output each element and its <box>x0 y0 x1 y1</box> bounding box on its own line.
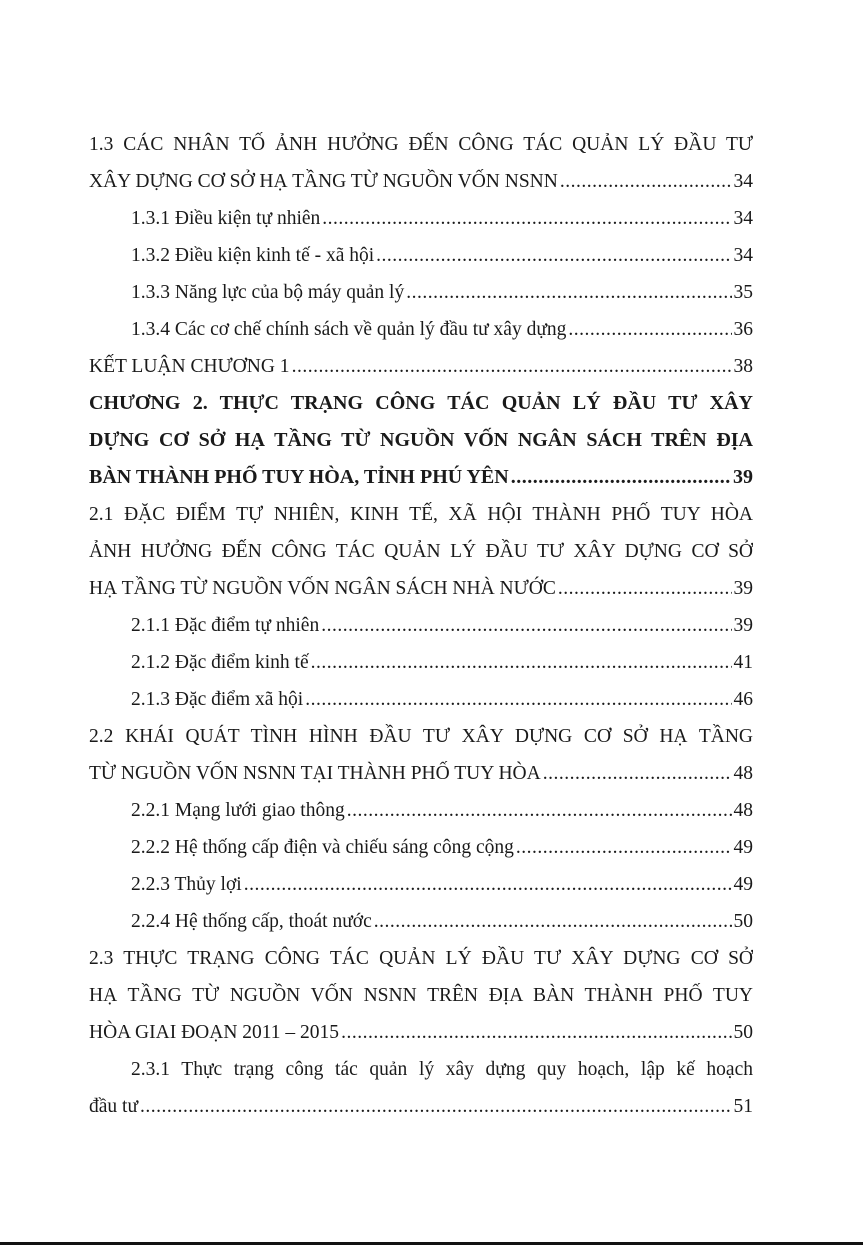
toc-page-number: 34 <box>733 171 753 192</box>
toc-entry <box>89 1014 753 1051</box>
toc-entry <box>89 570 753 607</box>
toc-page-number: 41 <box>733 652 753 673</box>
toc-entry <box>89 311 753 348</box>
toc-entry <box>89 1088 753 1125</box>
toc-entry <box>89 274 753 311</box>
toc-page-number: 34 <box>733 208 753 229</box>
leader-dots <box>347 792 732 829</box>
toc-line <box>89 496 753 533</box>
toc-entry <box>89 163 753 200</box>
toc-text: 2.3 THỰC TRẠNG CÔNG TÁC QUẢN LÝ ĐẦU TƯ XÂY DỰNG CƠ SỞ <box>89 948 753 969</box>
leader-dots <box>568 311 731 348</box>
toc-entry-title: 1.3.4 Các cơ chế chính sách về quản lý đầu tư xây dựng <box>131 319 567 340</box>
toc-line <box>89 940 753 977</box>
toc-line <box>89 385 753 422</box>
toc-page-number: 39 <box>733 578 753 599</box>
toc-entry-title: đầu tư <box>89 1096 139 1117</box>
toc-text: 2.1 ĐẶC ĐIỂM TỰ NHIÊN, KINH TẾ, XÃ HỘI THÀNH PHỐ TUY HÒA <box>89 504 753 525</box>
leader-dots <box>511 459 731 496</box>
leader-dots <box>244 866 732 903</box>
toc-entry-title: XÂY DỰNG CƠ SỞ HẠ TẦNG TỪ NGUỒN VỐN NSNN <box>89 171 558 192</box>
toc-entry <box>89 237 753 274</box>
toc-entry-title: KẾT LUẬN CHƯƠNG 1 <box>89 356 290 377</box>
toc-line <box>89 1051 753 1088</box>
toc-entry-title: 2.2.1 Mạng lưới giao thông <box>131 800 345 821</box>
toc-entry <box>89 459 753 496</box>
leader-dots <box>292 348 732 385</box>
toc-entry <box>89 829 753 866</box>
table-of-contents <box>89 126 753 1125</box>
toc-entry <box>89 792 753 829</box>
leader-dots <box>558 570 732 607</box>
toc-page-number: 51 <box>733 1096 753 1117</box>
toc-page-number: 34 <box>733 245 753 266</box>
toc-page-number: 39 <box>733 466 753 488</box>
toc-entry-title: 2.2.4 Hệ thống cấp, thoát nước <box>131 911 372 932</box>
toc-page-number: 48 <box>733 763 753 784</box>
toc-line <box>89 533 753 570</box>
bottom-divider <box>0 1242 863 1245</box>
toc-page-number: 46 <box>733 689 753 710</box>
leader-dots <box>140 1088 731 1125</box>
toc-page-number: 35 <box>733 282 753 303</box>
toc-entry <box>89 903 753 940</box>
toc-entry-title: 2.2.3 Thủy lợi <box>131 874 242 895</box>
leader-dots <box>560 163 732 200</box>
toc-entry <box>89 866 753 903</box>
leader-dots <box>516 829 732 866</box>
toc-page-number: 39 <box>733 615 753 636</box>
toc-entry-title: HÒA GIAI ĐOẠN 2011 – 2015 <box>89 1022 340 1043</box>
leader-dots <box>341 1014 731 1051</box>
toc-entry <box>89 755 753 792</box>
leader-dots <box>376 237 731 274</box>
leader-dots <box>406 274 731 311</box>
toc-page-number: 38 <box>733 356 753 377</box>
toc-entry <box>89 681 753 718</box>
toc-entry-title: 1.3.1 Điều kiện tự nhiên <box>131 208 321 229</box>
toc-line <box>89 126 753 163</box>
toc-line <box>89 977 753 1014</box>
toc-page-number: 48 <box>733 800 753 821</box>
toc-text: 2.3.1 Thực trạng công tác quản lý xây dựng quy hoạch, lập kế hoạch <box>131 1059 753 1080</box>
toc-entry-title: 2.1.1 Đặc điểm tự nhiên <box>131 615 320 636</box>
toc-text: ẢNH HƯỞNG ĐẾN CÔNG TÁC QUẢN LÝ ĐẦU TƯ XÂY DỰNG CƠ SỞ <box>89 541 753 562</box>
toc-page-number: 50 <box>733 1022 753 1043</box>
toc-entry-title: 1.3.2 Điều kiện kinh tế - xã hội <box>131 245 375 266</box>
leader-dots <box>321 607 731 644</box>
toc-entry-title: TỪ NGUỒN VỐN NSNN TẠI THÀNH PHỐ TUY HÒA <box>89 763 541 784</box>
toc-page-number: 49 <box>733 837 753 858</box>
toc-entry-title: 2.2.2 Hệ thống cấp điện và chiếu sáng công cộng <box>131 837 514 858</box>
toc-text: HẠ TẦNG TỪ NGUỒN VỐN NSNN TRÊN ĐỊA BÀN THÀNH PHỐ TUY <box>89 985 753 1006</box>
toc-text: CHƯƠNG 2. THỰC TRẠNG CÔNG TÁC QUẢN LÝ ĐẦU TƯ XÂY <box>89 392 753 414</box>
toc-entry-title: 2.1.2 Đặc điểm kinh tế <box>131 652 309 673</box>
toc-line <box>89 718 753 755</box>
toc-entry-title: 2.1.3 Đặc điểm xã hội <box>131 689 304 710</box>
toc-page-number: 50 <box>733 911 753 932</box>
toc-entry <box>89 644 753 681</box>
toc-entry <box>89 348 753 385</box>
toc-entry <box>89 200 753 237</box>
toc-page-number: 49 <box>733 874 753 895</box>
leader-dots <box>311 644 732 681</box>
toc-entry-title: BÀN THÀNH PHỐ TUY HÒA, TỈNH PHÚ YÊN <box>89 466 509 488</box>
leader-dots <box>374 903 732 940</box>
leader-dots <box>322 200 731 237</box>
toc-text: DỰNG CƠ SỞ HẠ TẦNG TỪ NGUỒN VỐN NGÂN SÁCH TRÊN ĐỊA <box>89 429 753 451</box>
toc-entry-title: HẠ TẦNG TỪ NGUỒN VỐN NGÂN SÁCH NHÀ NƯỚC <box>89 578 556 599</box>
toc-page-number: 36 <box>733 319 753 340</box>
leader-dots <box>543 755 732 792</box>
toc-entry <box>89 607 753 644</box>
toc-line <box>89 422 753 459</box>
leader-dots <box>305 681 731 718</box>
toc-text: 1.3 CÁC NHÂN TỐ ẢNH HƯỞNG ĐẾN CÔNG TÁC QUẢN LÝ ĐẦU TƯ <box>89 134 753 155</box>
toc-entry-title: 1.3.3 Năng lực của bộ máy quản lý <box>131 282 405 303</box>
toc-text: 2.2 KHÁI QUÁT TÌNH HÌNH ĐẦU TƯ XÂY DỰNG CƠ SỞ HẠ TẦNG <box>89 726 753 747</box>
